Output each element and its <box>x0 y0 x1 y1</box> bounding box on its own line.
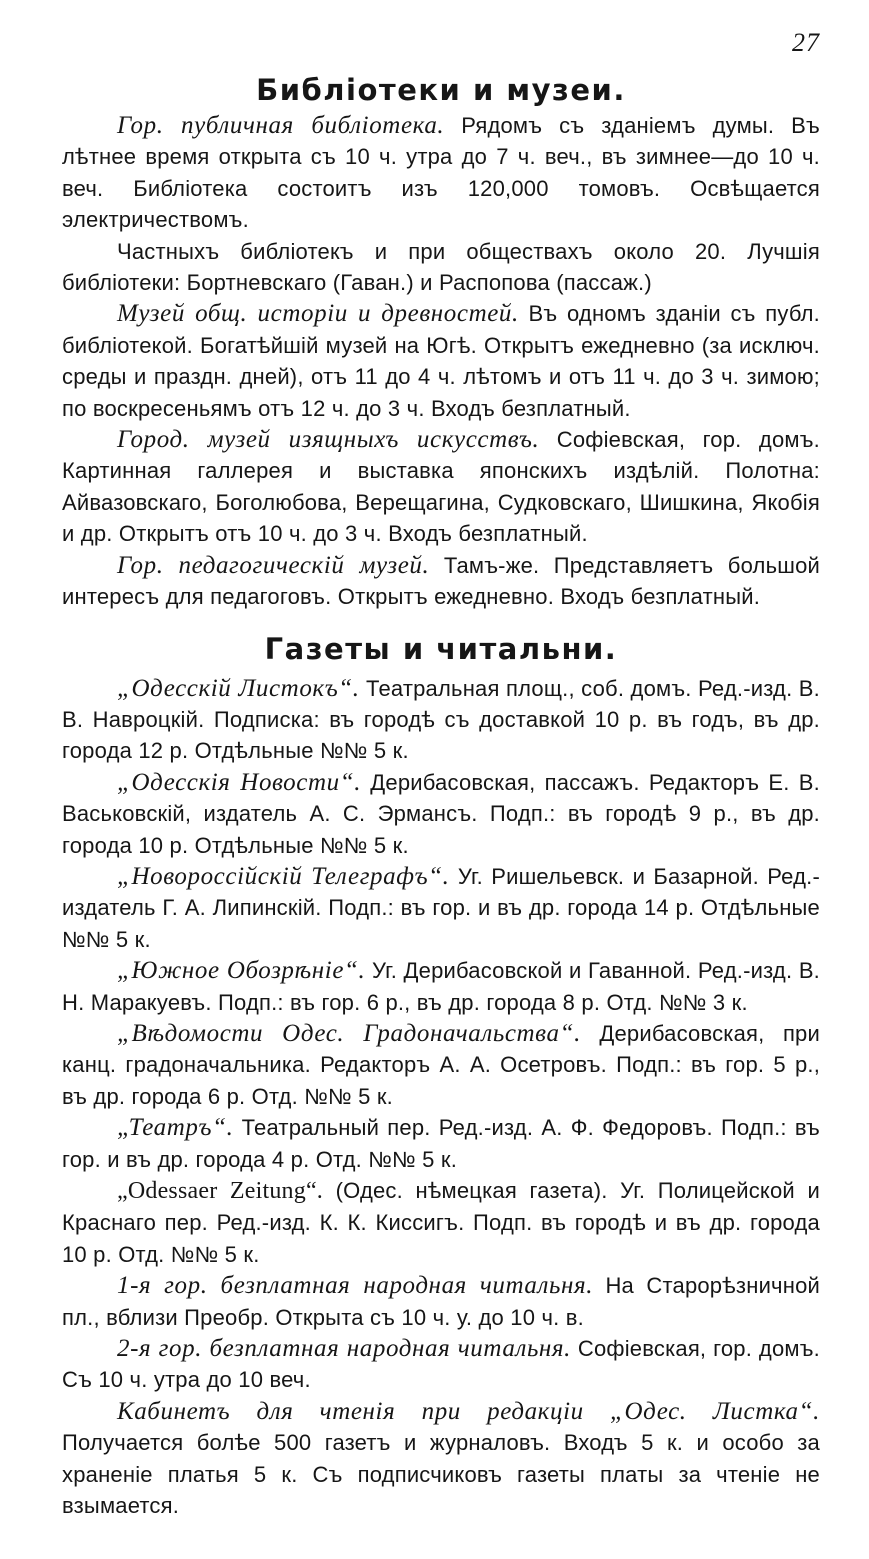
entry-text: Тамъ-же. Представляетъ большой интересъ для педагоговъ. Открытъ ежедневно. Входъ безплатный. <box>62 552 821 610</box>
entry-reading-room-2 <box>62 1333 820 1396</box>
entry-name: Город. музей изящныхъ искусствъ. <box>117 426 540 454</box>
entry-text: Софіевская, гор. домъ. Съ 10 ч. утра до 10 веч. <box>62 1336 820 1393</box>
entry-text: Дерибасовская, пассажъ. Редакторъ Е. В. Васьковскій, издатель А. С. Эрмансъ. Подп.: въ городѣ 9 р., въ др. города 10 р. Отдѣльные №№ 5 к. <box>62 769 820 858</box>
entry-name: Гор. публичная библіотека. <box>117 112 445 139</box>
entry-fine-arts-museum <box>62 424 820 550</box>
entry-text: Театральная площ., соб. домъ. Ред.-изд. В. В. Навроцкій. Подписка: въ городѣ съ доставкой 10 р. въ годъ, въ др. города 12 р. Отдѣльные №№ 5 к. <box>62 675 820 764</box>
entry-name: „Театръ“. <box>117 1114 234 1142</box>
entry-text: Дерибасовская, при канц. градоначальника. Редакторъ А. А. Осетровъ. Подп.: въ гор. 5 р., въ др. города 6 р. Отд. №№ 5 к. <box>62 1020 820 1109</box>
entry-text: Частныхъ библіотекъ и при обществахъ около 20. Лучшія библіотеки: Бортневскаго (Гаван.) и Распопова (пассаж.) <box>62 238 820 296</box>
entry-history-museum <box>62 298 820 424</box>
entry-text: Получается болѣе 500 газетъ и журналовъ. Входъ 5 к. и особо за храненіе платья 5 к. Съ подписчиковъ газеты платы за чтеніе не взымается. <box>62 1430 820 1519</box>
entry-reading-room-1 <box>62 1270 820 1333</box>
entry-text: Софіевская, гор. домъ. Картинная галлерея и выставка японскихъ издѣлій. Полотна: Айвазовскаго, Боголюбова, Верещагина, Судковскаго, Шишкина, Якобія и др. Открытъ отъ 10 ч. до 3 ч. Входъ безплатный. <box>62 427 820 547</box>
entry-novorossiysky-telegraf <box>62 861 820 955</box>
entry-name: „Южное Обозрѣніе“. <box>117 957 366 985</box>
entry-yuzhnoe-obozrenie <box>62 955 820 1018</box>
entry-pedagogical-museum <box>62 550 820 613</box>
entry-odesskiya-novosti <box>62 767 820 861</box>
entry-odessaer-zeitung <box>62 1175 820 1270</box>
entry-text: Уг. Ришельевск. и Базарной. Ред.-издатель Г. А. Липинскій. Подп.: въ гор. и въ др. города 14 р. Отдѣльные №№ 5 к. <box>62 863 820 952</box>
book-page <box>62 20 820 1521</box>
section-title-newspapers: Газеты и читальни. <box>264 631 618 666</box>
entry-text: На Старорѣзничной пл., вблизи Преобр. Открыта съ 10 ч. у. до 10 ч. в. <box>62 1273 820 1330</box>
entry-private-libraries <box>62 236 820 299</box>
entry-text: Рядомъ съ зданіемъ думы. Въ лѣтнее время открыта съ 10 ч. утра до 7 ч. веч., въ зимнее—до 10 ч. веч. Библіотека состоитъ изъ 120,000 томовъ. Освѣщается электричествомъ. <box>62 113 820 233</box>
entry-text: Театральный пер. Ред.-изд. А. Ф. Федоровъ. Подп.: въ гор. и въ др. города 4 р. Отд. №№ 5 к. <box>62 1115 820 1172</box>
entry-text: Въ одномъ зданіи съ публ. библіотекой. Богатѣйшій музей на Югѣ. Открытъ ежедневно (за исключ. среды и праздн. дней), отъ 11 до 4 ч. лѣтомъ и отъ 11 ч. до 3 ч. зимою; по воскресеньямъ отъ 12 ч. до 3 ч. Входъ безплатный. <box>62 301 820 421</box>
entry-name: Кабинетъ для чтенія при редакціи „Одес. Листка“. <box>117 1397 820 1425</box>
entry-name: „Вѣдомости Одес. Градоначальства“. <box>117 1019 581 1047</box>
entry-name: „Одесскій Листокъ“. <box>117 674 360 702</box>
entry-name: „Odessaer Zeitung“. <box>117 1178 323 1204</box>
page-number: 27 <box>792 28 820 57</box>
entry-reading-cabinet <box>62 1396 820 1522</box>
entry-name: Гор. педагогическій музей. <box>117 551 430 579</box>
entry-name: Музей общ. исторіи и древностей. <box>117 300 519 328</box>
entry-text: (Одес. нѣмецкая газета). Уг. Полицейской и Краснаго пер. Ред.-изд. К. К. Киссигъ. Подп. въ городѣ и въ др. города 10 р. Отд. №№ 5 к. <box>62 1178 820 1267</box>
entry-teatr <box>62 1112 820 1175</box>
entry-public-library <box>62 110 820 236</box>
entry-name: „Новороссійскій Телеграфъ“. <box>117 862 450 890</box>
entry-name: 1-я гор. безплатная народная читальня. <box>117 1272 594 1300</box>
section-title-libraries: Библіотеки и музеи. <box>256 73 626 107</box>
entry-odessky-listok <box>62 673 820 767</box>
entry-text: Уг. Дерибасовской и Гаванной. Ред.-изд. В. Н. Маракуевъ. Подп.: въ гор. 6 р., въ др. города 8 р. Отд. №№ 3 к. <box>62 958 820 1015</box>
entry-name: 2-я гор. безплатная народная читальня. <box>117 1335 571 1363</box>
entry-name: „Одесскія Новости“. <box>117 768 362 796</box>
entry-vedomosti <box>62 1018 820 1112</box>
